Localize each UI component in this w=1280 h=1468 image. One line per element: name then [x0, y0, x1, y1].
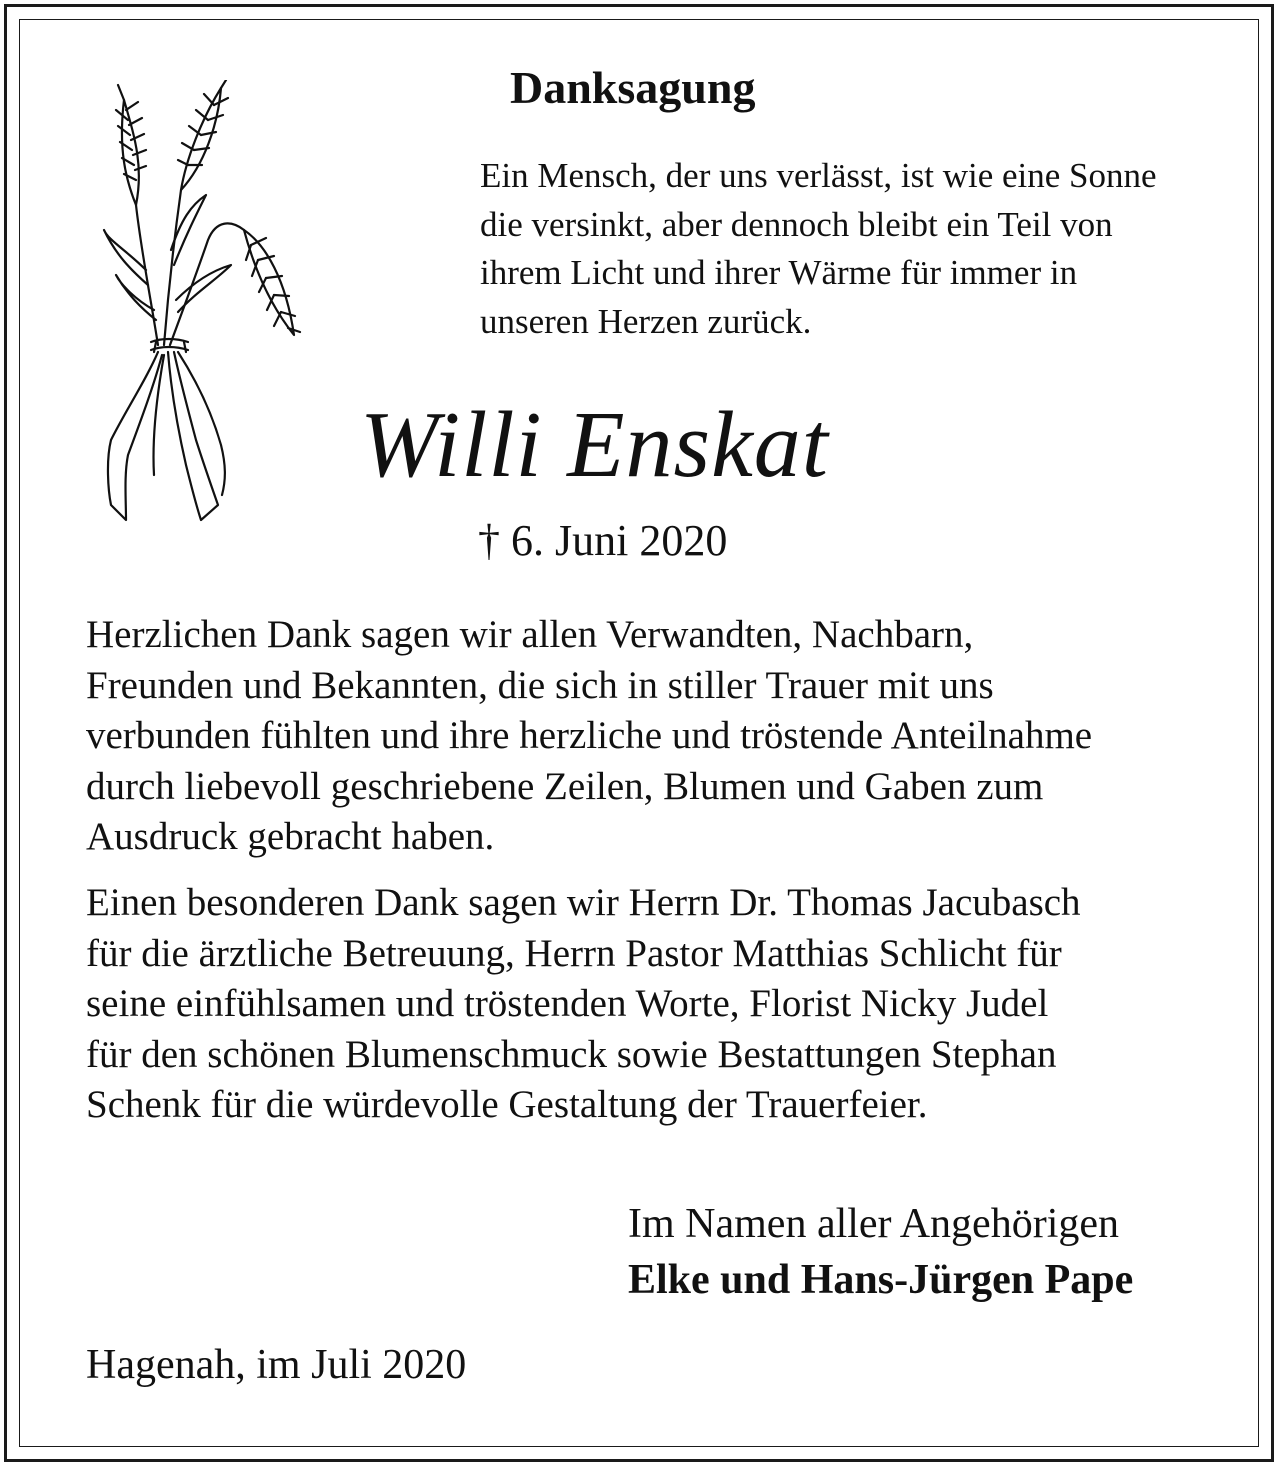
thanks-paragraph-general [86, 610, 1226, 863]
paragraph-line: Freunden und Bekannten, die sich in stiller Trauer mit uns [86, 663, 994, 707]
paragraph-line: Herzlichen Dank sagen wir allen Verwandten, Nachbarn, [86, 613, 974, 656]
motto-line: die versinkt, aber dennoch bleibt ein Teil von [480, 204, 1113, 244]
paragraph-line: verbunden fühlten und ihre herzliche und tröstende Anteilnahme [86, 714, 1093, 757]
wheat-ear-left [116, 85, 146, 205]
place-and-date: Hagenah, im Juli 2020 [86, 1342, 467, 1388]
motto-line: unseren Herzen zurück. [480, 301, 812, 341]
wheat-sheaf-icon [96, 80, 306, 530]
paragraph-line: Ausdruck gebracht haben. [86, 815, 495, 858]
paragraph-line: für die ärztliche Betreuung, Herrn Pastor Matthias Schlicht für [86, 931, 1062, 975]
paragraph-line: seine einfühlsamen und tröstenden Worte, Florist Nicky Judel [86, 982, 1049, 1025]
motto-line: Ein Mensch, der uns verlässt, ist wie eine Sonne [480, 156, 1157, 195]
wheat-ear-right [244, 230, 300, 335]
paragraph-line: durch liebevoll geschriebene Zeilen, Blumen und Gaben zum [86, 764, 1044, 808]
wheat-ear-middle [178, 80, 228, 190]
thanks-paragraph-special [86, 878, 1226, 1131]
signoff-intro: Im Namen aller Angehörigen [628, 1201, 1119, 1247]
paragraph-line: Schenk für die würdevolle Gestaltung der Trauerfeier. [86, 1083, 928, 1126]
paragraph-line: für den schönen Blumenschmuck sowie Bestattungen Stephan [86, 1032, 1057, 1076]
deceased-name: Willi Enskat [360, 393, 829, 497]
signoff-names: Elke und Hans-Jürgen Pape [628, 1257, 1134, 1303]
death-date: † 6. Juni 2020 [478, 516, 728, 565]
signoff [628, 1196, 1133, 1308]
motto-quote [480, 152, 1240, 346]
paragraph-line: Einen besonderen Dank sagen wir Herrn Dr. Thomas Jacubasch [86, 881, 1081, 924]
motto-line: ihrem Licht und ihrer Wärme für immer in [480, 253, 1078, 292]
notice-heading: Danksagung [510, 62, 756, 113]
